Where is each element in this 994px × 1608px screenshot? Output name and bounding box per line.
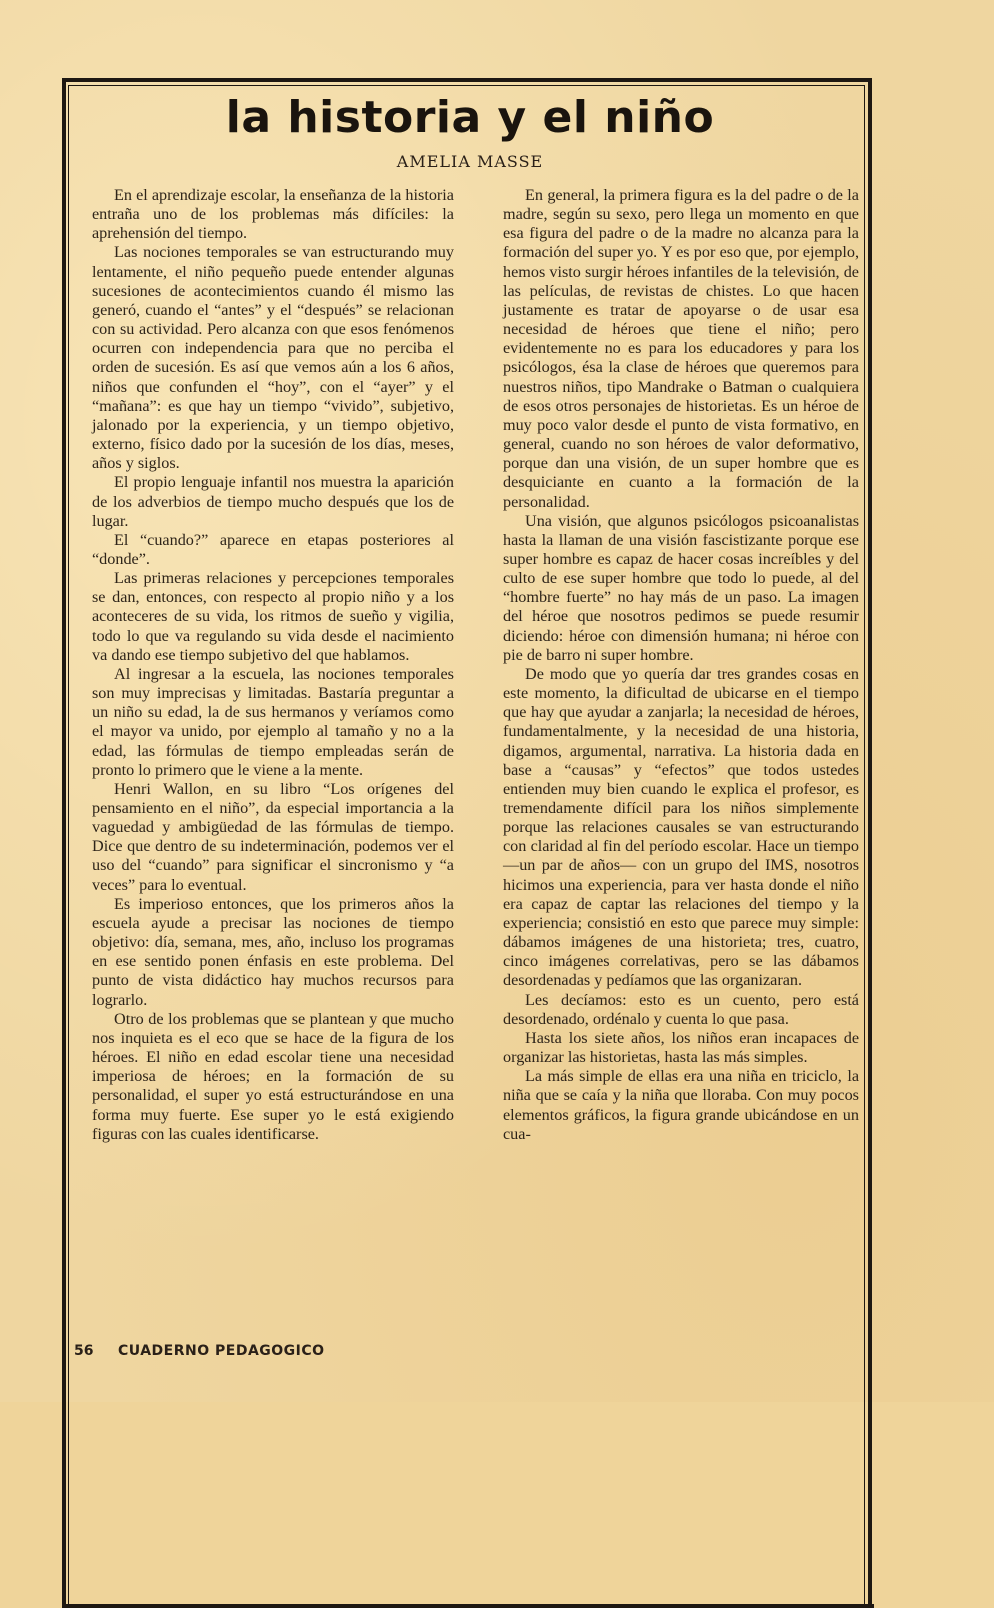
paragraph: Al ingresar a la escuela, las nociones temporales son muy imprecisas y limitadas. Bastaría preguntar a un niño su edad, la de sus hermanos y veríamos como el mayor va unido, por ejemplo al tamaño y no a la edad, las fórmulas de tiempo empleadas serán de pronto lo primero que le viene a la mente. xyxy=(92,664,454,779)
article-author: AMELIA MASSE xyxy=(396,152,544,171)
left-column xyxy=(92,186,454,1144)
paragraph: Es imperioso entonces, que los primeros años la escuela ayude a precisar las nociones de tiempo objetivo: día, semana, mes, año, incluso los programas en ese sentido ponen énfasis en este problema. Del punto de vista didáctico hay muchos recursos para lograrlo. xyxy=(92,894,454,1009)
page-number: 56 xyxy=(74,1343,94,1359)
article-title: la historia y el niño xyxy=(225,92,715,143)
paragraph: En general, la primera figura es la del padre o de la madre, según su sexo, pero llega un momento en que esa figura del padre o de la madre no alcanza para la formación del super yo. Y es por eso que, por ejemplo, hemos visto surgir héroes infantiles de la televisión, de las películas, de revistas de chistes. Lo que hacen justamente es tratar de apoyarse o de usar esa necesidad de héroes que tiene el niño; pero evidentemente no es para los educadores y para los psicólogos, ésa la clase de héroes que queremos para nuestros niños, tipo Mandrake o Batman o cualquiera de esos otros personajes de historietas. Es un héroe de muy poco valor desde el punto de vista formativo, en general, cuando no son héroes de valor deformativo, porque dan una visión, de un super hombre que es desquiciante en cuanto a la formación de la personalidad. xyxy=(503,186,859,511)
paragraph: En el aprendizaje escolar, la enseñanza de la historia entraña uno de los problemas más difíciles: la aprehensión del tiempo. xyxy=(92,186,454,243)
paragraph: El propio lenguaje infantil nos muestra la aparición de los adverbios de tiempo mucho después que los de lugar. xyxy=(92,473,454,530)
paragraph: Una visión, que algunos psicólogos psicoanalistas hasta la llaman de una visión fascistizante porque ese super hombre es capaz de hacer cosas increíbles y del culto de ese super hombre que todo lo puede, al del “hombre fuerte” no hay más de un paso. La imagen del héroe que nosotros pedimos se puede resumir diciendo: héroe con dimensión humana; ni héroe con pie de barro ni super hombre. xyxy=(503,511,859,664)
paragraph: De modo que yo quería dar tres grandes cosas en este momento, la dificultad de ubicarse en el tiempo que hay que ayudar a zanjarla; la necesidad de héroes, fundamentalmente, y la necesidad de una historia, digamos, argumental, narrativa. La historia dada en base a “causas” y “efectos” que todos ustedes entienden muy bien cuando le explica el profesor, es tremendamente difícil para los niños simplemente porque las relaciones causales se van estructurando con claridad al fin del período escolar. Hace un tiempo —un par de años— con un grupo del IMS, nosotros hicimos una experiencia, para ver hasta donde el niño era capaz de captar las relaciones del tiempo y la experiencia; consistió en esto que parece muy simple: dábamos imágenes de una historieta; tres, cuatro, cinco imágenes correlativas, pero se las dábamos desordenadas y pedíamos que las organizaran. xyxy=(503,664,859,990)
paragraph: Las nociones temporales se van estructurando muy lentamente, el niño pequeño puede entender algunas sucesiones de acontecimientos cuando él mismo las generó, cuando el “antes” y el “después” se relacionan con su actividad. Pero alcanza con que esos fenómenos ocurren con independencia para que no perciba el orden de sucesión. Es así que vemos aún a los 6 años, niños que confunden el “hoy”, con el “ayer” y el “mañana”: es que hay un tiempo “vivido”, subjetivo, jalonado por la experiencia, y un tiempo objetivo, externo, físico dado por la sucesión de los días, meses, años y siglos. xyxy=(92,243,454,473)
paragraph: La más simple de ellas era una niña en triciclo, la niña que se caía y la niña que lloraba. Con muy pocos elementos gráficos, la figura grande ubicándose en un cua- xyxy=(503,1067,859,1143)
paragraph: El “cuando?” aparece en etapas posteriores al “donde”. xyxy=(92,530,454,568)
paragraph: Otro de los problemas que se plantean y que mucho nos inquieta es el eco que se hace de la figura de los héroes. El niño en edad escolar tiene una necesidad imperiosa de héroes; en la formación de su personalidad, el super yo está estructurándose en una forma muy fuerte. Ese super yo le está exigiendo figuras con las cuales identificarse. xyxy=(92,1009,454,1143)
paragraph: Las primeras relaciones y percepciones temporales se dan, entonces, con respecto al propio niño y a los aconteceres de su vida, los ritmos de sueño y vigilia, todo lo que va regulando su vida desde el nacimiento va dando ese tiempo subjetivo del que hablamos. xyxy=(92,569,454,664)
publication-name: CUADERNO PEDAGOGICO xyxy=(118,1343,325,1359)
right-column xyxy=(503,186,859,1144)
paragraph: Henri Wallon, en su libro “Los orígenes del pensamiento en el niño”, da especial importancia a la vaguedad y ambigüedad de las fórmulas de tiempo. Dice que dentro de su indeterminación, podemos ver el uso del “cuando” para significar el sincronismo y “a veces” para lo eventual. xyxy=(92,779,454,894)
paragraph: Hasta los siete años, los niños eran incapaces de organizar las historietas, hasta las más simples. xyxy=(503,1028,859,1067)
frame-bottom-rule xyxy=(62,1604,874,1608)
paragraph: Les decíamos: esto es un cuento, pero está desordenado, ordénalo y cuenta lo que pasa. xyxy=(503,990,859,1028)
